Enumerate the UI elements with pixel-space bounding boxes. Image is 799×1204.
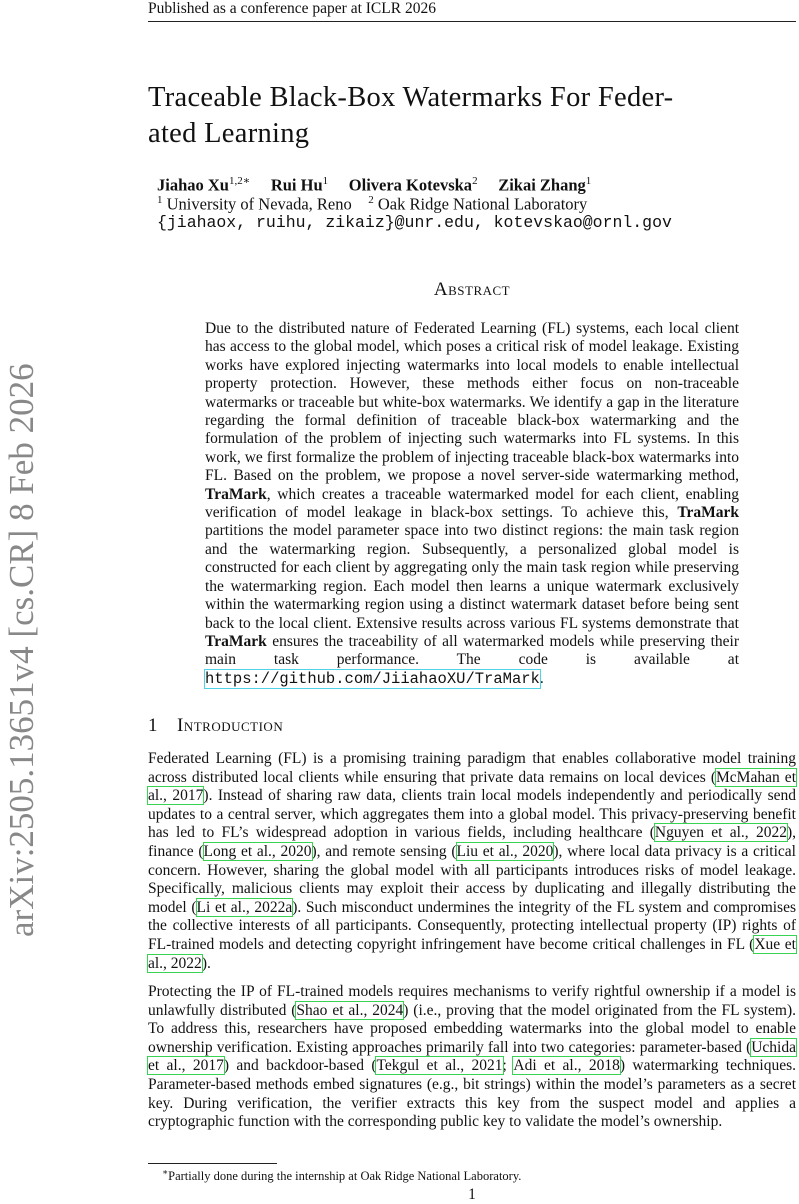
citation-link[interactable]: Liu et al., 2020: [456, 842, 554, 860]
title-line-2: ated Learning: [148, 118, 310, 149]
citation-link[interactable]: Nguyen et al., 2022: [654, 824, 787, 842]
footnote-mark: ∗: [162, 1167, 169, 1177]
author-affil-mark: 1: [585, 175, 592, 187]
abstract-text: ensures the traceability of all watermarked models while preserving their main task performance. The code is available at: [205, 632, 739, 669]
code-url-link[interactable]: https://github.com/JiiahaoXU/TraMark: [205, 669, 540, 688]
affiliation: University of Nevada, Reno: [166, 194, 352, 214]
paragraph-text: ) (i.e., proving that the model originated from the FL system). To address this, researchers have proposed embedding watermarks into the global model to enable ownership verification. Existing approaches primarily fall into two categories: parameter-based (: [148, 1001, 797, 1056]
citation-link[interactable]: McMahan et al., 2017: [148, 768, 796, 805]
citation-link[interactable]: Tekgul et al., 2021: [376, 1057, 503, 1075]
intro-paragraph-1: [148, 750, 796, 973]
abstract-text: partitions the model parameter space into two distinct regions: the main task region and the watermarking region. Subsequently, a personalized global model is constructed for each client by aggregating only the main task region while preserving the watermarking region. Each model then learns a unique watermark exclusively within the watermarking region using a distinct watermark dataset before being sent back to the local client. Extensive results across various FL systems demonstrate that: [205, 522, 739, 632]
affil-mark: 2: [368, 194, 374, 206]
paragraph-text: ) and backdoor-based (: [223, 1057, 377, 1075]
footnote: [162, 1167, 521, 1184]
paragraph-text: Protecting the IP of FL-trained models requires mechanisms to verify rightful ownership if a model is unlawfully distributed (: [148, 983, 796, 1019]
citation-separator: ;: [502, 1057, 514, 1075]
citation-link[interactable]: Adi et al., 2018: [513, 1057, 620, 1075]
author-name: Olivera Kotevska: [348, 175, 473, 195]
paragraph-text: ), finance (: [148, 824, 796, 860]
paragraph-text: ).: [201, 954, 211, 972]
author-name: Jiahao Xu: [157, 175, 229, 195]
author-affil-mark: 1,2∗: [228, 175, 251, 187]
author-affil-mark: 1: [322, 175, 329, 187]
affiliation: Oak Ridge National Laboratory: [377, 194, 588, 214]
method-name: TraMark: [205, 632, 267, 650]
author-list: [157, 174, 591, 196]
abstract-heading: Abstract: [433, 279, 511, 300]
abstract-text: , which creates a traceable watermarked model for each client, enabling verification of model leakage in black-box settings. To achieve this,: [205, 485, 739, 522]
citation-link[interactable]: Li et al., 2022a: [196, 898, 293, 916]
footnote-rule: [148, 1163, 277, 1164]
page-number: 1: [468, 1186, 476, 1203]
citation-link[interactable]: Uchida et al., 2017: [148, 1038, 796, 1075]
intro-paragraph-2: [148, 983, 796, 1132]
affiliations: [157, 194, 587, 215]
section-title: Introduction: [177, 715, 284, 736]
paper-title: [148, 80, 798, 152]
paragraph-text: ), and remote sensing (: [311, 842, 457, 860]
author-name: Zikai Zhang: [498, 175, 586, 195]
paragraph-text: Federated Learning (FL) is a promising training paradigm that enables collaborative model training across distributed local clients while ensuring that private data remains on local devices (: [148, 750, 796, 786]
abstract-text: Due to the distributed nature of Federated Learning (FL) systems, each local client has access to the global model, which poses a critical risk of model leakage. Existing works have explored injecting watermarks into local models to enable intellectual property protection. However, these methods either focus on non-traceable watermarks or traceable but white-box watermarks. We identify a gap in the literature regarding the formal definition of traceable black-box watermarking and the formulation of the problem of injecting such watermarks into FL systems. In this work, we first formalize the problem of injecting traceable black-box watermarks into FL. Based on the problem, we propose a novel server-side watermarking method,: [205, 320, 739, 485]
citation-link[interactable]: Long et al., 2020: [203, 842, 312, 860]
title-line-1: Traceable Black-Box Watermarks For Feder-: [148, 82, 674, 113]
citation-link[interactable]: Xue et al., 2022: [148, 935, 796, 972]
method-name: TraMark: [205, 485, 267, 503]
paragraph-text: ) watermarking techniques. Parameter-based methods embed signatures (e.g., bit strings) within the model’s parameters as a secret key. During verification, the verifier extracts this key from the suspect model and applies a cryptographic function with the corresponding public key to validate the model’s ownership.: [148, 1057, 796, 1131]
method-name: TraMark: [677, 504, 740, 522]
affil-mark: 1: [157, 194, 163, 206]
paragraph-text: ), where local data privacy is a critical concern. However, sharing the global model with all participants introduces risks of model leakage. Specifically, malicious clients may exploit their access by duplicating and illegally distributing the model (: [148, 842, 796, 916]
author-name: Rui Hu: [270, 175, 323, 195]
arxiv-stamp: arXiv:2505.13651v4 [cs.CR] 8 Feb 2026: [2, 363, 41, 937]
header-rule: [148, 21, 796, 22]
running-header: Published as a conference paper at ICLR 2026: [148, 0, 436, 17]
abstract-body: Due to the distributed nature of Federated Learning (FL) systems, each local client has access to the global model, which poses a critical risk of model leakage. Existing works have explored injecting watermarks into local models to enable intellectual property protection. However, these methods either focus on non-traceable watermarks or traceable but white-box watermarks. We identify a gap in the literature regarding the formal definition of traceable black-box watermarking and the formulation of the problem of injecting such watermarks into FL systems. In this work, we first formalize the problem of injecting traceable black-box watermarks into FL. Based on the problem, we propose a novel server-side watermarking method, TraMark, which creates a traceable watermarked model for each client, enabling verification of model leakage in black-box settings. To achieve this, TraMark partitions the model parameter space into two distinct regions: the main task region and the watermarking region. Subsequently, a personalized global model is constructed for each client by aggregating only the main task region while preserving the watermarking region. Each model then learns a unique watermark exclusively within the watermarking region using a distinct watermark dataset before being sent back to the local client. Extensive results across various FL systems demonstrate that TraMark ensures the traceability of all watermarked models while preserving their main task performance. The code is available at https://github.com/JiiahaoXU/TraMark.: [205, 320, 740, 688]
paragraph-text: ). Such misconduct undermines the integrity of the FL system and compromises the collective interests of all participants. Consequently, protecting intellectual property (IP) rights of FL-trained models and detecting copyright infringement have become critical challenges in FL (: [148, 898, 797, 953]
section-number: 1: [148, 715, 158, 736]
author-affil-mark: 2: [472, 175, 478, 187]
paragraph-text: ). Instead of sharing raw data, clients train local models independently and periodically send updates to a central server, which aggregates them into a global model. This privacy-preserving benefit has led to FL’s widespread adoption in various fields, including healthcare (: [148, 787, 797, 842]
footnote-text: Partially done during the internship at Oak Ridge National Laboratory.: [168, 1169, 522, 1184]
citation-link[interactable]: Shao et al., 2024: [296, 1001, 404, 1019]
author-emails: {jiahaox, ruihu, zikaiz}@unr.edu, kotevskao@ornl.gov: [157, 213, 672, 232]
